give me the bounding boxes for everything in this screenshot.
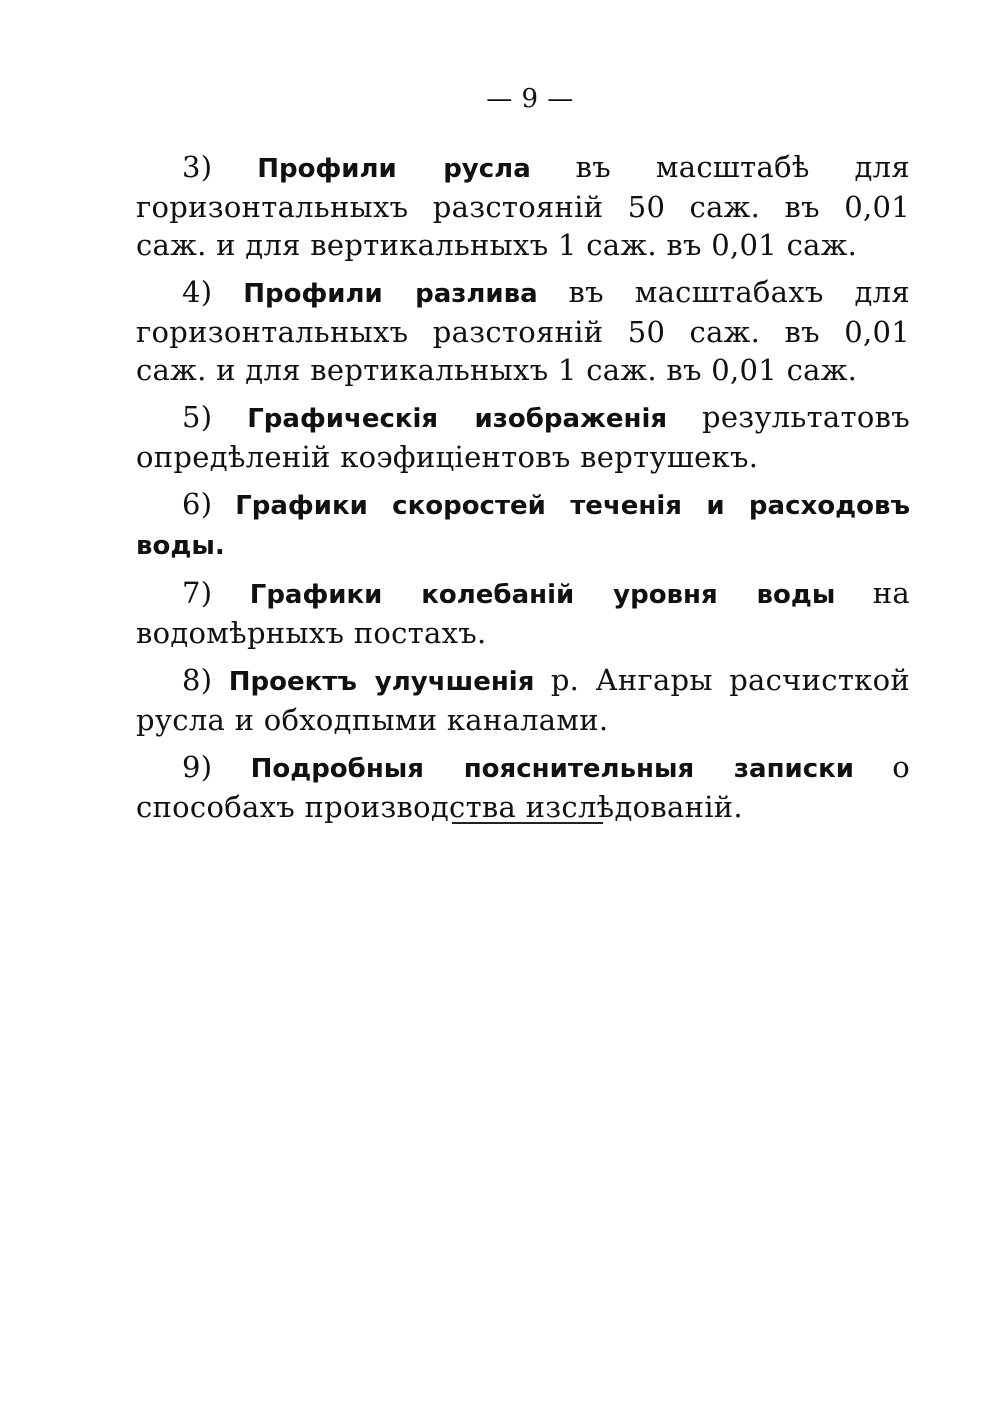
end-divider [452,822,603,824]
item-title: Подробныя пояснительныя записки [250,754,855,784]
item-number: 6) [182,487,213,521]
item-number: 5) [182,400,213,434]
item-list [136,148,910,835]
page-number: — 9 — [486,84,574,114]
list-item-6 [136,485,910,565]
item-title: Профили разлива [243,279,538,309]
item-title: Графики скоростей теченія и расходовъ воды. [136,491,910,561]
list-item-9 [136,748,910,826]
list-item-8 [136,661,910,739]
list-item-5 [136,398,910,476]
list-item-4 [136,273,910,389]
list-item-3 [136,148,910,264]
item-text: въ масштабахъ для горизонтальныхъ разстояній 50 саж. въ 0,01 саж. и для вертикальныхъ 1 саж. въ 0,01 саж. [136,275,910,387]
item-number: 3) [182,150,213,184]
item-text: на водомѣрныхъ постахъ. [136,576,910,650]
item-text: о способахъ производства изслѣдованій. [136,750,910,824]
item-number: 4) [182,275,213,309]
item-text: результатовъ опредѣленій коэфиціентовъ вертушекъ. [136,400,910,474]
list-item-7 [136,574,910,652]
item-number: 7) [182,576,213,610]
item-number: 8) [182,663,213,697]
item-title: Графическія изображенія [247,404,668,434]
item-number: 9) [182,750,213,784]
item-title: Проектъ улучшенія [228,667,535,697]
item-text: въ масштабѣ для горизонтальныхъ разстояній 50 саж. въ 0,01 саж. и для вертикальныхъ 1 саж. въ 0,01 саж. [136,150,910,262]
item-text: р. Ангары расчисткой русла и обходпыми каналами. [136,663,910,737]
item-title: Профили русла [257,154,531,184]
item-title: Графики колебаній уровня воды [249,580,836,610]
